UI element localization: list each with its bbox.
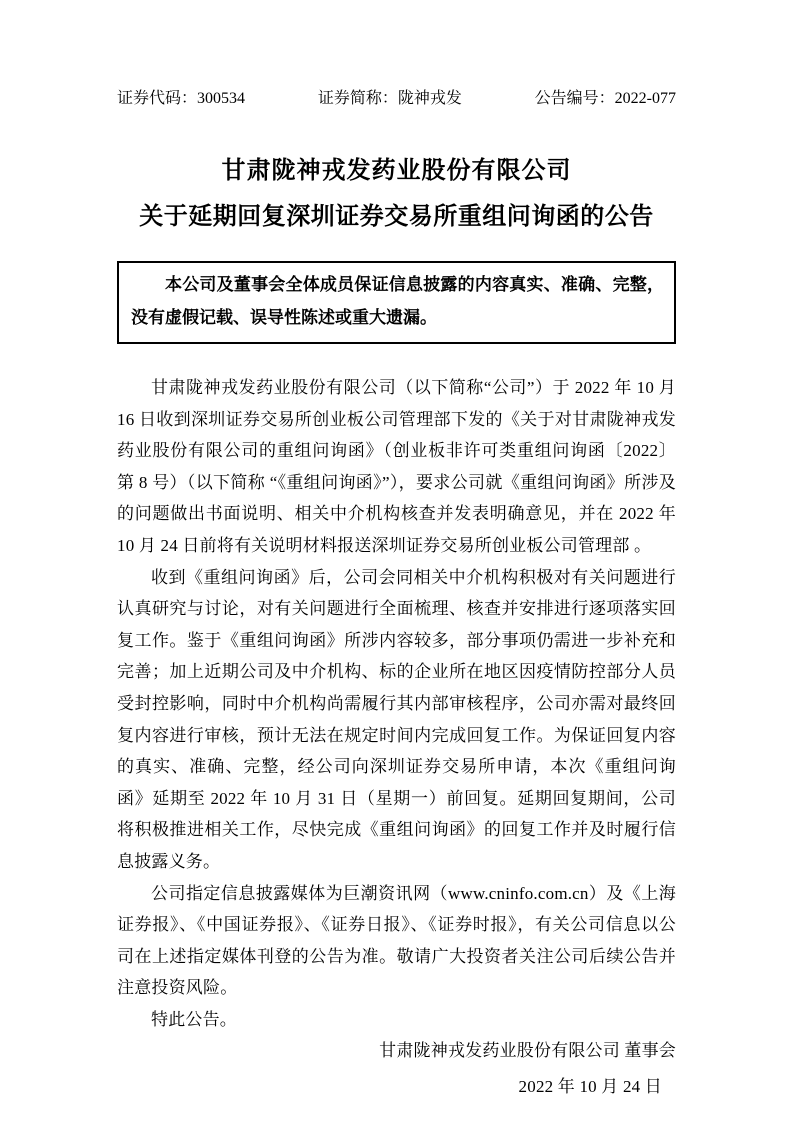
stock-name-label: 证券简称：陇神戎发 [317, 90, 462, 107]
disclaimer-box [117, 261, 676, 344]
signature-company: 甘肃陇神戎发药业股份有限公司 董事会 [379, 1041, 676, 1061]
announcement-number-label: 公告编号：2022-077 [534, 90, 676, 107]
document-header [117, 88, 676, 110]
announcement-title: 关于延期回复深圳证券交易所重组问询函的公告 [139, 204, 654, 230]
disclaimer-text: 本公司及董事会全体成员保证信息披露的内容真实、准确、完整，没有虚假记载、误导性陈述或重大遗漏。 [131, 275, 664, 327]
signature-date: 2022 年 10 月 24 日 [518, 1077, 662, 1097]
company-title: 甘肃陇神戎发药业股份有限公司 [221, 158, 572, 184]
document-body [117, 372, 676, 1035]
signature-block [117, 1035, 676, 1102]
stock-code-label: 证券代码：300534 [117, 90, 246, 107]
body-paragraph-1: 甘肃陇神戎发药业股份有限公司（以下简称“公司”）于 2022 年 10 月 16 日收到深圳证券交易所创业板公司管理部下发的《关于对甘肃陇神戎发药业股份有限公司的重组问询函》（创业板非许可类重组问询函〔2022〕第 8 号）（以下简称 “《重组问询函》”），要求公司就《重组问询函》所涉及的问题做出书面说明、相关中介机构核查并发表明确意见，并在 2022 年 10 月 24 日前将有关说明材料报送深圳证券交易所创业板公司管理部 。 [117, 378, 676, 555]
body-paragraph-2: 收到《重组问询函》后，公司会同相关中介机构积极对有关问题进行认真研究与讨论，对有关问题进行全面梳理、核查并安排进行逐项落实回复工作。鉴于《重组问询函》所涉内容较多，部分事项仍需进一步补充和完善；加上近期公司及中介机构、标的企业所在地区因疫情防控部分人员受封控影响，同时中介机构尚需履行其内部审核程序，公司亦需对最终回复内容进行审核，预计无法在规定时间内完成回复工作。为保证回复内容的真实、准确、完整，经公司向深圳证券交易所申请，本次《重组问询函》延期至 2022 年 10 月 31 日（星期一）前回复。延期回复期间，公司将积极推进相关工作，尽快完成《重组问询函》的回复工作并及时履行信息披露义务。 [117, 567, 676, 871]
body-paragraph-4: 特此公告。 [151, 1009, 237, 1029]
body-paragraph-3: 公司指定信息披露媒体为巨潮资讯网（www.cninfo.com.cn）及《上海证券报》、《中国证券报》、《证券日报》、《证券时报》，有关公司信息以公司在上述指定媒体刊登的公告为准。敬请广大投资者关注公司后续公告并注意投资风险。 [117, 883, 676, 998]
